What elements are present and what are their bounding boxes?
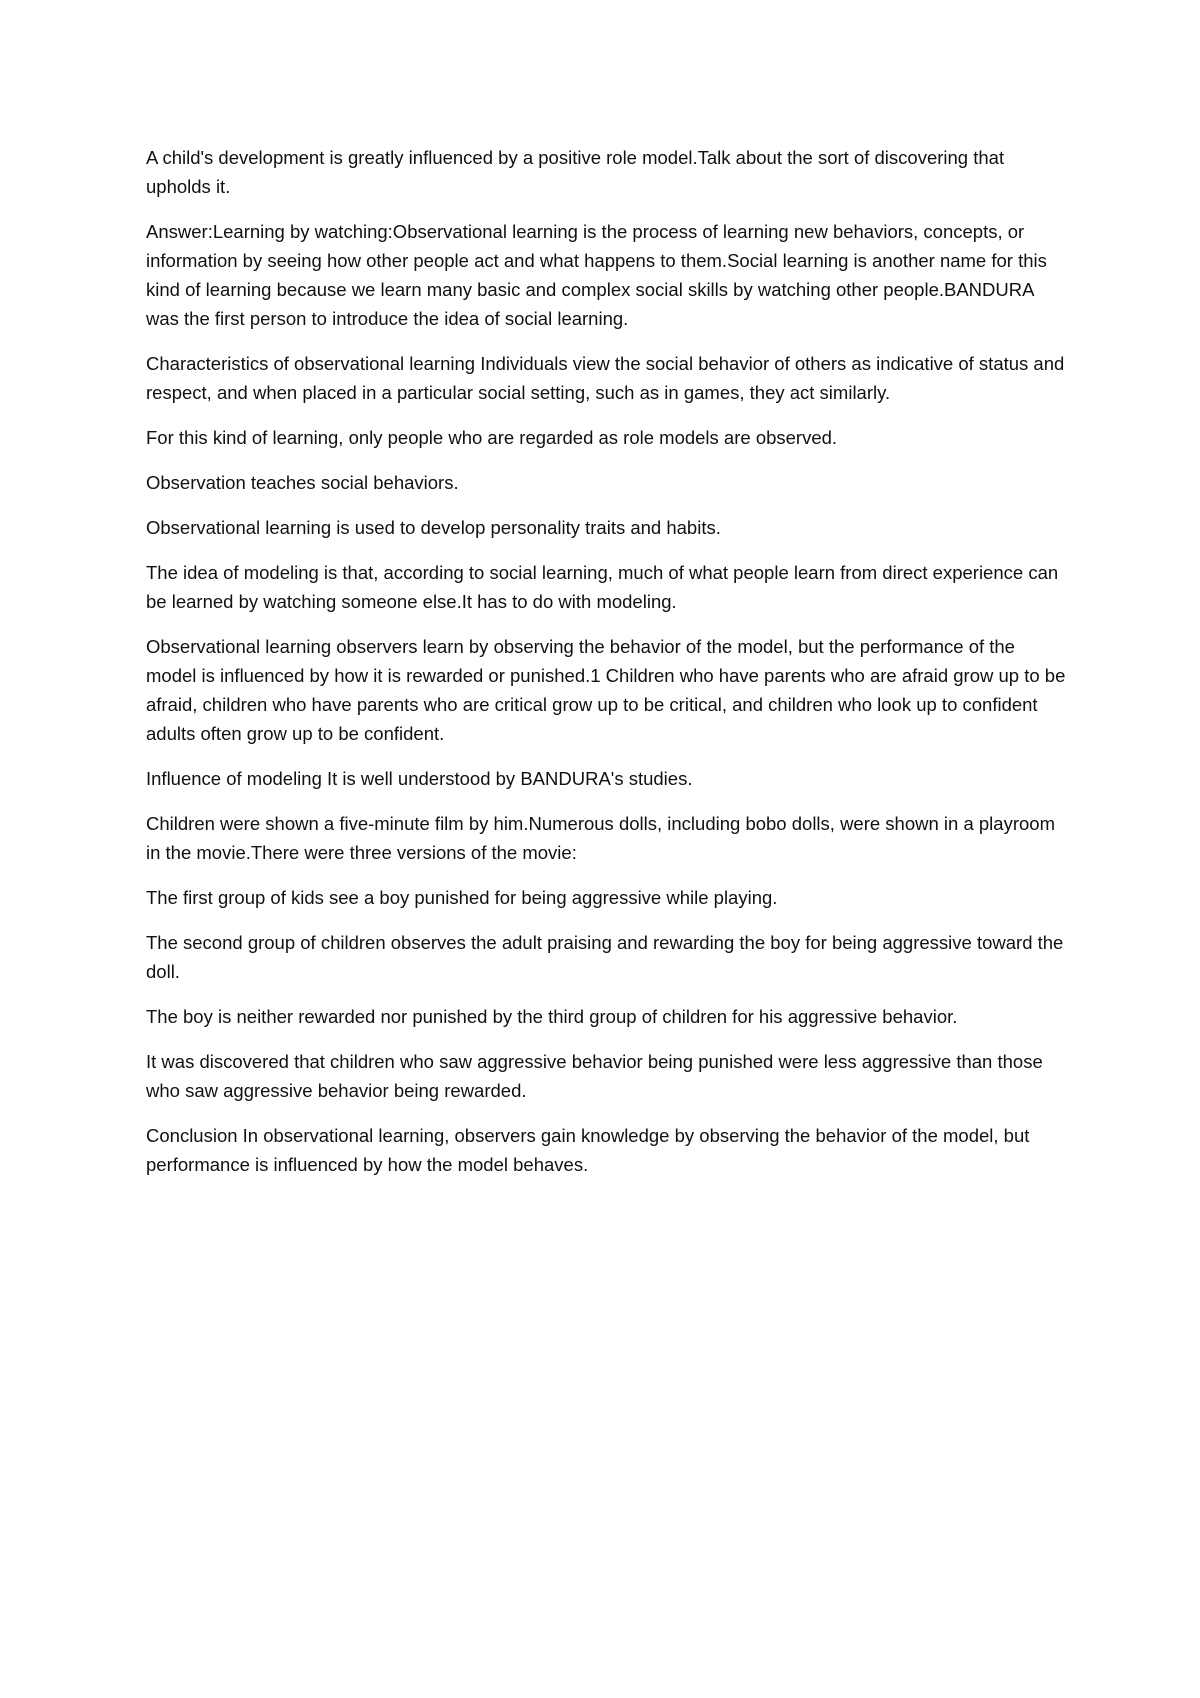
conclusion-paragraph: Conclusion In observational learning, observers gain knowledge by observing the behavior of the model, but performance is influenced by how the model behaves. bbox=[146, 1125, 1030, 1175]
social-behaviors-paragraph: Observation teaches social behaviors. bbox=[146, 472, 459, 493]
modeling-idea-paragraph: The idea of modeling is that, according to social learning, much of what people learn from direct experience can be learned by watching someone else.It has to do with modeling. bbox=[146, 562, 1059, 612]
role-models-paragraph: For this kind of learning, only people who are regarded as role models are observed. bbox=[146, 427, 838, 448]
question-paragraph: A child's development is greatly influenced by a positive role model.Talk about the sort of discovering that upholds it. bbox=[146, 147, 1005, 197]
characteristics-paragraph: Characteristics of observational learning Individuals view the social behavior of others as indicative of status and respect, and when placed in a particular social setting, such as in games, they act similarly. bbox=[146, 353, 1065, 403]
film-paragraph: Children were shown a five-minute film by him.Numerous dolls, including bobo dolls, were shown in a playroom in the movie.There were three versions of the movie: bbox=[146, 813, 1055, 863]
observers-paragraph: Observational learning observers learn by observing the behavior of the model, but the performance of the model is influenced by how it is rewarded or punished.1 Children who have parents who are afraid grow up to be afraid, children who have parents who are critical grow up to be critical, and children who look up to confident adults often grow up to be confident. bbox=[146, 636, 1066, 744]
discovery-paragraph: It was discovered that children who saw aggressive behavior being punished were less aggressive than those who saw aggressive behavior being rewarded. bbox=[146, 1051, 1043, 1101]
influence-paragraph: Influence of modeling It is well understood by BANDURA's studies. bbox=[146, 768, 693, 789]
answer-paragraph: Answer:Learning by watching:Observational learning is the process of learning new behaviors, concepts, or information by seeing how other people act and what happens to them.Social learning is another name for this kind of learning because we learn many basic and complex social skills by watching other people.BANDURA was the first person to introduce the idea of social learning. bbox=[146, 221, 1047, 329]
first-group-paragraph: The first group of kids see a boy punished for being aggressive while playing. bbox=[146, 887, 778, 908]
document-body bbox=[146, 143, 1066, 1195]
third-group-paragraph: The boy is neither rewarded nor punished by the third group of children for his aggressive behavior. bbox=[146, 1006, 958, 1027]
personality-paragraph: Observational learning is used to develop personality traits and habits. bbox=[146, 517, 721, 538]
second-group-paragraph: The second group of children observes the adult praising and rewarding the boy for being aggressive toward the doll. bbox=[146, 932, 1064, 982]
